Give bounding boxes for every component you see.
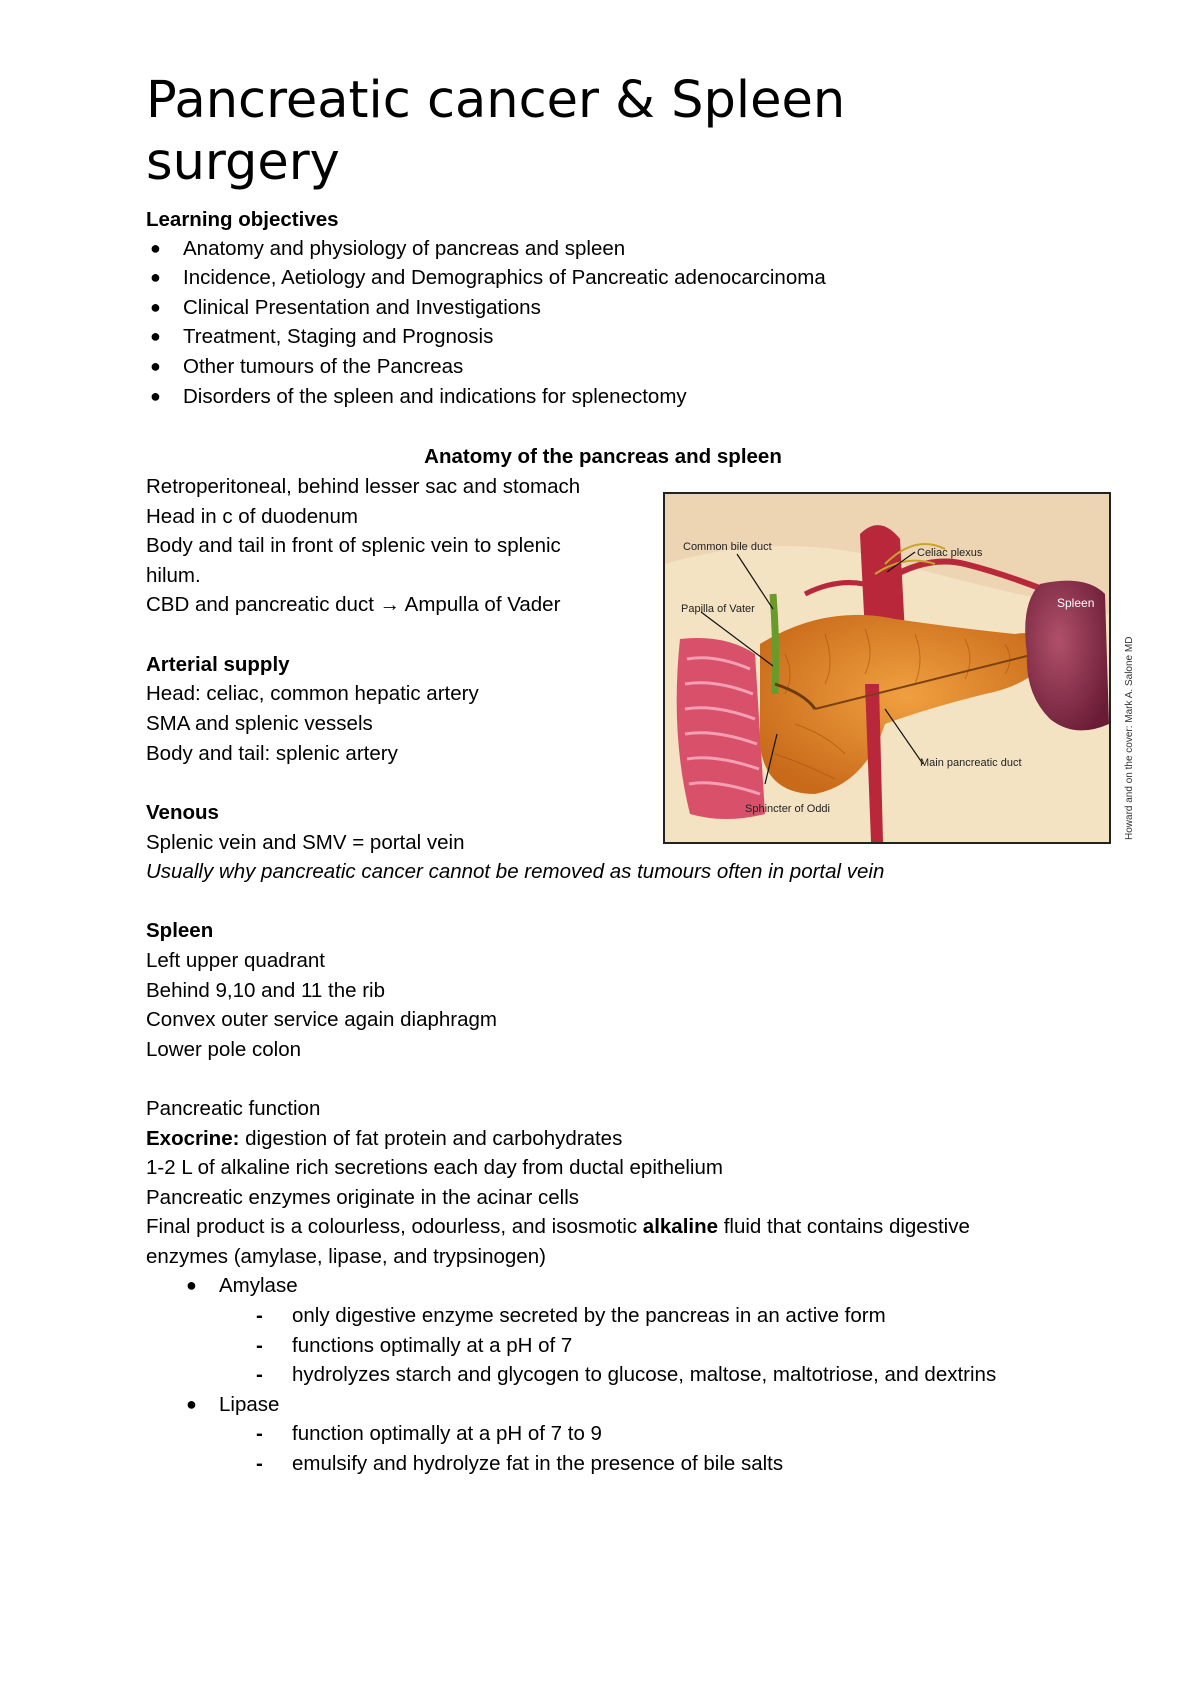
final-product-line <box>146 1212 970 1241</box>
final-product-line-2: enzymes (amylase, lipase, and trypsinogen) <box>146 1245 546 1268</box>
objective-item: Treatment, Staging and Prognosis <box>183 325 494 348</box>
lipase-label: Lipase <box>219 1393 280 1416</box>
label-common-bile-duct: Common bile duct <box>683 541 772 553</box>
amylase-label: Amylase <box>219 1274 298 1297</box>
bullet-icon: ● <box>150 238 161 258</box>
lipase-point: function optimally at a pH of 7 to 9 <box>292 1422 602 1445</box>
amylase-point: only digestive enzyme secreted by the pancreas in an active form <box>292 1304 886 1327</box>
function-line: Pancreatic enzymes originate in the acinar cells <box>146 1186 579 1209</box>
dash-icon: - <box>256 1334 263 1357</box>
dash-icon: - <box>256 1452 263 1475</box>
objective-item: Other tumours of the Pancreas <box>183 355 464 378</box>
label-spleen: Spleen <box>1057 596 1095 610</box>
arterial-line: Head: celiac, common hepatic artery <box>146 682 479 705</box>
spleen-line: Behind 9,10 and 11 the rib <box>146 979 385 1002</box>
spleen-line: Convex outer service again diaphragm <box>146 1008 497 1031</box>
spleen-heading: Spleen <box>146 919 214 942</box>
bullet-icon: ● <box>186 1275 197 1295</box>
page-title: Pancreatic cancer & Spleen surgery <box>146 71 846 192</box>
exocrine-line <box>146 1124 622 1153</box>
amylase-point: hydrolyzes starch and glycogen to glucose, maltose, maltotriose, and dextrins <box>292 1363 997 1386</box>
function-line: 1-2 L of alkaline rich secretions each day from ductal epithelium <box>146 1156 723 1179</box>
spleen-line: Left upper quadrant <box>146 949 325 972</box>
objective-item: Incidence, Aetiology and Demographics of Pancreatic adenocarcinoma <box>183 266 826 289</box>
label-papilla: Papilla of Vater <box>681 603 755 615</box>
amylase-point: functions optimally at a pH of 7 <box>292 1334 573 1357</box>
bullet-icon: ● <box>150 326 161 346</box>
objective-item: Anatomy and physiology of pancreas and spleen <box>183 237 626 260</box>
final-post: fluid that contains digestive <box>718 1215 970 1238</box>
bullet-icon: ● <box>150 356 161 376</box>
venous-heading: Venous <box>146 801 219 824</box>
anatomy-line: hilum. <box>146 564 201 587</box>
dash-icon: - <box>256 1363 263 1386</box>
arterial-heading: Arterial supply <box>146 653 290 676</box>
exocrine-text: digestion of fat protein and carbohydrates <box>239 1127 623 1150</box>
objective-item: Clinical Presentation and Investigations <box>183 296 541 319</box>
venous-note: Usually why pancreatic cancer cannot be removed as tumours often in portal vein <box>146 860 885 883</box>
label-celiac-plexus: Celiac plexus <box>917 547 983 559</box>
bullet-icon: ● <box>150 386 161 406</box>
dash-icon: - <box>256 1304 263 1327</box>
bullet-icon: ● <box>150 297 161 317</box>
final-bold: alkaline <box>642 1215 719 1238</box>
anatomy-line: Head in c of duodenum <box>146 505 358 528</box>
anatomy-line: CBD and pancreatic duct → Ampulla of Vader <box>146 593 561 616</box>
label-main-duct: Main pancreatic duct <box>920 757 1022 769</box>
venous-line: Splenic vein and SMV = portal vein <box>146 831 465 854</box>
arterial-line: Body and tail: splenic artery <box>146 742 398 765</box>
arterial-line: SMA and splenic vessels <box>146 712 373 735</box>
label-sphincter: Sphincter of Oddi <box>745 803 830 815</box>
lipase-point: emulsify and hydrolyze fat in the presence of bile salts <box>292 1452 784 1475</box>
learning-objectives-heading: Learning objectives <box>146 208 339 231</box>
anatomy-heading: Anatomy of the pancreas and spleen <box>424 445 782 468</box>
function-heading: Pancreatic function <box>146 1097 321 1120</box>
exocrine-label: Exocrine: <box>146 1127 240 1150</box>
final-pre: Final product is a colourless, odourless, and isosmotic <box>146 1215 643 1238</box>
bullet-icon: ● <box>186 1394 197 1414</box>
spleen-line: Lower pole colon <box>146 1038 301 1061</box>
figure-credit: Howard and on the cover: Mark A. Salone MD <box>1124 636 1135 840</box>
bullet-icon: ● <box>150 267 161 287</box>
objective-item: Disorders of the spleen and indications for splenectomy <box>183 385 687 408</box>
dash-icon: - <box>256 1422 263 1445</box>
pancreas-anatomy-figure <box>663 492 1111 844</box>
anatomy-line: Retroperitoneal, behind lesser sac and stomach <box>146 475 581 498</box>
pancreas-illustration <box>665 494 1109 842</box>
anatomy-line: Body and tail in front of splenic vein to splenic <box>146 534 561 557</box>
